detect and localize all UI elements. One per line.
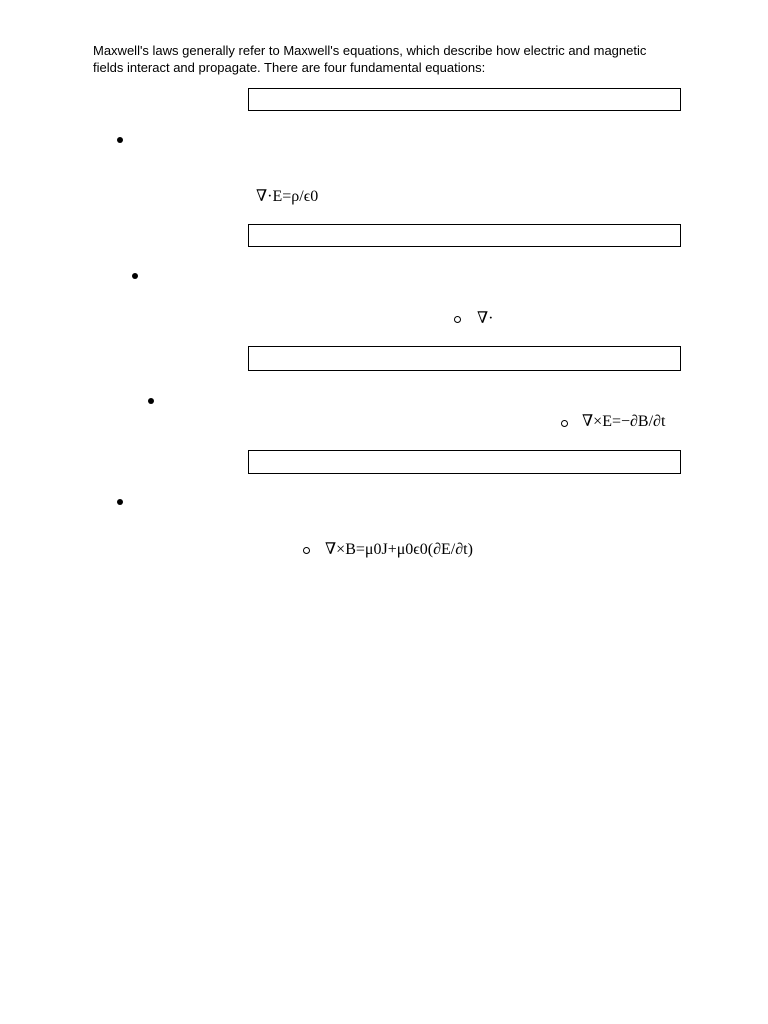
sub-bullet-4	[303, 547, 310, 554]
empty-heading-box-2	[248, 224, 681, 247]
empty-heading-box-1	[248, 88, 681, 111]
intro-line-2: fields interact and propagate. There are four fundamental equations:	[93, 60, 486, 75]
equation-faraday-law: ∇×E=−∂B/∂t	[582, 413, 666, 430]
intro-line-1: Maxwell's laws generally refer to Maxwell's equations, which describe how electric and magnetic	[93, 43, 647, 58]
bullet-1	[117, 137, 123, 143]
empty-heading-box-3	[248, 346, 681, 371]
bullet-2	[132, 273, 138, 279]
bullet-3	[148, 398, 154, 404]
equation-gauss-law: ∇·E=ρ/ϵ0	[256, 188, 319, 205]
intro-paragraph	[93, 42, 693, 76]
equation-ampere-maxwell-law: ∇×B=μ0J+μ0ϵ0(∂E/∂t)	[325, 541, 473, 558]
equation-gauss-magnetism: ∇·	[477, 310, 494, 327]
bullet-4	[117, 499, 123, 505]
empty-heading-box-4	[248, 450, 681, 474]
sub-bullet-3	[561, 420, 568, 427]
sub-bullet-2	[454, 316, 461, 323]
